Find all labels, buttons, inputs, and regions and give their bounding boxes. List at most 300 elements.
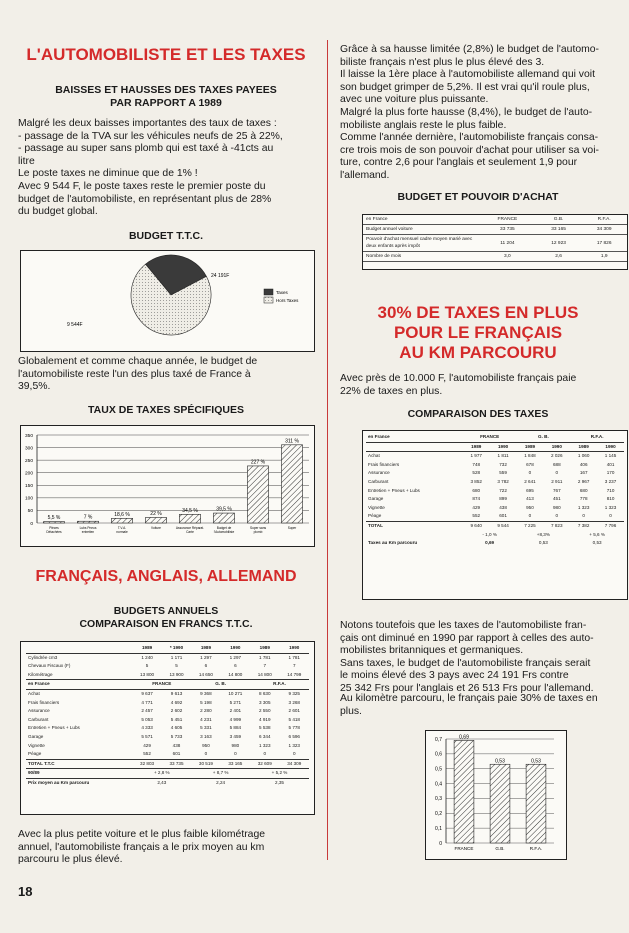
taxes-km-row-cell-3: 0,53 [592,540,602,546]
taux-category-label-7: Super [287,526,297,530]
budget-row-4-cell-6: 5 778 [288,725,300,731]
taxes-row-4-cell-3: 695 [526,487,534,493]
taxes-section-title-line-0: 30% DE TAXES EN PLUS [377,303,579,322]
km-category-label-0: FRANCE [454,846,474,851]
taxes-row-4-cell-2: 722 [499,487,507,493]
budget-year-header-cell-0 [26,644,132,653]
taux-data-label-5: 39,5 % [216,506,232,513]
budget-row-1-cell-3: 5 198 [200,699,212,705]
taux-category-label-5: Budget de [216,526,232,530]
right-intro-line-0: Grâce à sa hausse limitée (2,8%) le budget de l'automo- [340,44,599,55]
pie-legend-label-0: Taxes [276,290,288,295]
bpa-row-2-cell-2: 2,6 [536,252,582,262]
taxes-row-5-cell-0: Garage [368,496,384,502]
bpa-row-0-cell-2: 33 165 [536,225,582,235]
taxes-row-1-cell-4: 688 [552,461,561,467]
budget-row-2-cell-2: 2 602 [170,708,183,714]
budget-total-row-cell-0: TOTAL T.T.C [28,760,55,766]
km-bar-2 [526,764,546,843]
bpa-header-cell-1: FRANCE [479,215,536,225]
taxes-row-7-cell-6: 0 [597,512,624,521]
budget-change-row [26,769,309,779]
budget-row-0 [26,689,309,698]
taxes-total-row [366,521,624,530]
budget-row-5 [26,733,309,742]
budget-top-row-2 [26,671,309,680]
taxes-row-4-cell-6: 710 [606,487,615,493]
budget-top-row-1-cell-5: 7 [263,663,267,669]
taxes-row-7-cell-3: 0 [517,512,544,521]
subtitle-line-1: BAISSES ET HAUSSES DES TAXES PAYEES [55,84,277,96]
taxes-row-6-cell-6: 1 323 [604,504,617,510]
budget-row-0-cell-5: 8 630 [259,690,271,696]
comparaison-title: COMPARAISON DES TAXES [407,408,549,420]
taux-category-label-4-b: Carte [186,530,194,534]
budget-change-row-cell-1: + 2,8 % [132,769,191,779]
bpa-row-0-cell-0: Budget annuel voiture [363,225,479,235]
taxes-row-3-cell-4: 2 911 [551,478,563,484]
budget-country-header [26,680,309,690]
taux-bar-4 [179,514,200,523]
taxes-row-7-cell-5: 0 [570,512,597,521]
taxes-table-box [362,430,628,600]
taux-category-label-6: Super sans [249,526,267,530]
notons-line-3: Sans taxes, le budget de l'automobiliste français serait [340,657,591,669]
budget-row-1-cell-4: 5 271 [229,699,242,705]
bpa-row-2-cell-1: 3,0 [479,252,536,262]
budget-row-0-cell-6: 9 325 [288,690,300,696]
budget-row-5-cell-0: Garage [28,733,44,739]
taxes-row-1-cell-1: 748 [472,461,481,467]
budget-row-3-cell-2: 5 451 [170,716,183,722]
notons-line-0: Notons toutefois que les taxes de l'automobiliste fran- [340,620,587,631]
budget-row-3-cell-5: 4 919 [259,716,271,722]
taxes-row-3-cell-1: 3 852 [470,478,482,484]
budget-row-4-cell-4: 5 884 [229,725,242,731]
budget-ttc-title: BUDGET T.T.C. [128,230,204,242]
budget-row-1-cell-0: Frais financiers [28,699,60,705]
right-intro-line-7: Comme l'année dernière, l'automobiliste français consa- [340,132,599,144]
page-number: 18 [18,884,33,899]
budget-row-3 [26,716,309,725]
taxes-row-4-cell-5: 680 [579,487,588,493]
taxes-row-4-cell-4: 767 [552,487,561,493]
pie-legend-label-1: Hors Taxes [276,298,299,303]
intro-paragraph [18,118,318,219]
taxes-year-header-cell-4: 1990 [543,442,570,452]
taxes-row-7 [366,512,624,521]
budget-row-2-cell-3: 2 280 [200,708,212,714]
bpa-row-1-cell-2: 12 923 [536,235,582,252]
budget-row-3-cell-1: 5 053 [141,716,153,722]
budget-total-row [26,759,309,769]
budget-row-2-cell-0: Assurance [28,708,50,714]
taxes-row-3-cell-6: 3 237 [604,478,617,484]
budget-country-header-cell-3: R.F.A. [250,680,309,690]
global-line-0: Globalement et comme chaque année, le budget de [18,356,258,367]
taxes-row-4-cell-1: 680 [472,487,481,493]
taxes-row-2-cell-0: Assurance [368,470,390,476]
bpa-row-1-cell-3: 17 826 [581,235,627,252]
taxes-row-0-cell-1: 1 977 [470,453,482,459]
taxes-row-5-cell-2: 899 [499,496,507,502]
intro-line-2: - passage au super sans plomb qui est taxé à -41cts au [18,143,274,155]
taxes-row-6-cell-4: 980 [552,504,561,510]
taxes-row-1 [366,461,624,470]
km-ytick-label: 0,2 [435,811,442,818]
bar-chart-box [20,425,315,547]
budget-change-row-cell-3: + 5,2 % [250,769,309,779]
intro-line-1: - passage de la TVA sur les véhicules neufs de 25 à 22%, [18,130,283,142]
subtitle [18,84,314,110]
taxes-row-1-cell-6: 401 [606,461,615,467]
right-intro-line-5: Malgré la plus forte hausse (8,4%), le budget de l'auto- [340,106,593,118]
budget-top-row-1-cell-0: Chevaux Fiscaux (F) [28,663,71,669]
km-ytick-label: 0,6 [435,751,442,758]
taxes-row-0-cell-3: 1 848 [524,453,536,459]
budget-row-6-cell-1: 429 [143,742,151,748]
budget-prix-row-cell-3: 2,35 [250,778,309,787]
taux-bar-0 [43,522,64,523]
budget-year-header-cell-1: 1989 [132,644,161,653]
budget-prix-row [26,778,309,787]
budget-country-header-cell-1: FRANCE [132,680,191,690]
taxes-line-1: 22% de taxes en plus. [340,385,443,397]
global-line-1: l'automobiliste reste l'un des plus taxé de France à [18,368,251,380]
taxes-change-row-cell-2: +8,3% [536,531,550,537]
budget-top-row-0-cell-5: 1 781 [259,654,271,660]
bpa-table [363,215,627,262]
budget-total-row-cell-4: 33 165 [228,760,243,766]
taxes-section-title-line-1: POUR LE FRANÇAIS [393,323,563,342]
taxes-row-2-cell-4: 0 [555,470,559,476]
intro-line-4: Le poste taxes ne diminue que de 1% ! [18,168,198,180]
bpa-row-2-cell-0: Nombre de mois [363,252,479,262]
budget-total-row-cell-2: 33 735 [169,760,184,766]
budget-year-header [26,644,309,653]
bpa-row-0-cell-1: 33 735 [479,225,536,235]
global-paragraph [18,356,318,394]
taxes-row-4 [366,487,624,496]
column-divider [327,40,328,860]
taux-ytick-label: 0 [30,521,33,527]
budget-row-3-cell-6: 5 418 [288,716,300,722]
budget-row-5-cell-2: 5 733 [170,733,183,739]
taxes-row-0-cell-2: 1 811 [497,453,509,459]
closing-line-0: Avec la plus petite voiture et le plus faible kilométrage [18,829,266,840]
budget-row-5-cell-4: 3 459 [229,733,242,739]
taxes-paragraph [340,373,629,398]
budget-row-2-cell-1: 2 457 [141,708,153,714]
notons-line-4: le moins élevé des 3 pays avec 24 191 Frs contre [340,670,569,682]
budget-top-row-0 [26,653,309,662]
taux-ytick-label: 200 [24,471,33,477]
taxes-row-5-cell-6: 810 [606,496,615,502]
taxes-total-row-cell-6: 7 796 [604,522,617,528]
km-data-label-0: 0,69 [459,734,469,741]
taxes-country-header-cell-0: en France [366,433,463,442]
taxes-row-5-cell-1: 874 [472,496,481,502]
taxes-km-row-cell-1: 0,69 [485,540,495,546]
budget-top-row-2-cell-4: 14 800 [221,671,250,680]
km-bar-0 [454,740,474,843]
taxes-row-0 [366,452,624,461]
taxes-row-2-cell-5: 167 [579,470,588,476]
taxes-line-0: Avec près de 10.000 F, l'automobiliste français paie [340,373,577,384]
budget-top-row-1-cell-2: 5 [175,663,178,669]
taxes-row-2-cell-6: 170 [606,470,615,476]
budget-top-row-2-cell-5: 14 800 [250,671,279,680]
taxes-row-5 [366,495,624,504]
taux-category-label-1-b: entretien [81,530,95,534]
taux-title: TAUX DE TAXES SPÉCIFIQUES [88,404,244,416]
budgets-title [18,605,314,631]
budget-row-7 [26,750,309,759]
taxes-table [366,433,624,548]
budget-year-header-cell-4: 1990 [221,644,250,653]
taux-bar-2 [111,518,132,523]
bpa-header [363,215,627,225]
taxes-row-2-cell-1: 528 [472,470,481,476]
taxes-row-6-cell-2: 438 [499,504,507,510]
taux-bar-1 [77,521,98,523]
taux-bar-5 [213,513,234,523]
bpa-title: BUDGET ET POUVOIR D'ACHAT [397,191,559,203]
taxes-year-header-cell-6: 1990 [597,442,624,452]
taxes-year-header-cell-1: 1989 [463,442,490,452]
taxes-row-1-cell-3: 678 [526,461,534,467]
budget-row-6 [26,742,309,751]
taux-category-label-0-b: Détachées [46,530,62,534]
budget-row-5-cell-6: 6 596 [288,733,300,739]
bpa-row-2 [363,252,627,262]
bpa-row-0-cell-3: 34 309 [581,225,627,235]
taux-category-label-2-b: normale [116,530,128,534]
main-title: L'AUTOMOBILISTE ET LES TAXES [26,45,306,64]
budget-row-2-cell-6: 2 601 [288,708,300,714]
km-bar-chart-box [425,730,567,860]
budget-top-row-2-cell-2: 13 900 [162,671,191,680]
intro-line-6: budget de l'automobiliste, en représentant plus de 28% [18,193,272,205]
budget-row-0-cell-1: 9 637 [141,690,153,696]
taux-data-label-3: 22 % [150,510,162,517]
taxes-year-header [366,442,624,452]
budget-change-row-cell-2: + 8,7 % [191,769,250,779]
budget-top-row-1-cell-3: 6 [204,663,208,669]
taxes-country-header-cell-1: FRANCE [463,433,517,442]
budget-top-row-1 [26,662,309,671]
km-ytick-label: 0,4 [435,781,442,788]
right-intro-line-9: ture, contre 2,6 pour l'anglais et seulement 1,9 pour [340,157,578,169]
budget-row-0-cell-2: 9 613 [170,690,183,696]
budget-year-header-cell-6: 1990 [279,644,309,653]
taxes-year-header-cell-0 [366,442,463,452]
km-ytick-label: 0,1 [435,825,442,832]
notons-paragraph [340,620,629,696]
budget-top-row-0-cell-1: 1 240 [141,654,153,660]
bpa-header-cell-0: en France [363,215,479,225]
budget-row-7-cell-0: Péage [26,750,132,759]
budget-row-2-cell-4: 2 401 [229,708,242,714]
budget-row-7-cell-6: 0 [279,750,309,759]
taux-ytick-label: 100 [24,496,33,502]
bpa-row-1-cell-0: Pouvoir d'achat mensuel cadre moyen marié avec deux enfants après impôt [363,235,479,252]
taux-bar-chart [21,426,314,546]
budget-top-row-0-cell-3: 1 297 [200,654,212,660]
taxes-change-row-cell-3: + 5,6 % [589,531,605,537]
budget-year-header-cell-5: 1989 [250,644,279,653]
budget-table [26,644,309,788]
taux-ytick-label: 50 [27,509,33,515]
right-intro-line-8: cre trois mois de son pouvoir d'achat pour utiliser sa voi- [340,144,599,156]
bpa-row-2-cell-3: 1,9 [581,252,627,262]
budget-total-row-cell-6: 34 309 [287,760,302,766]
budget-row-6-cell-6: 1 323 [288,742,300,748]
taxes-row-2 [366,469,624,478]
taux-data-label-2: 18,6 % [114,511,130,518]
km-ytick-label: 0,7 [435,736,442,743]
section-title-fr-gb-de: FRANÇAIS, ANGLAIS, ALLEMAND [35,568,297,585]
budget-row-1 [26,699,309,708]
taxes-year-header-cell-3: 1989 [517,442,544,452]
taux-ytick-label: 150 [24,484,33,490]
budget-row-7-cell-4: 0 [221,750,250,759]
budget-row-6-cell-2: 438 [172,742,181,748]
taxes-row-5-cell-3: 413 [526,496,534,502]
bpa-table-box [362,214,628,270]
budget-prix-row-cell-2: 2,24 [191,778,250,787]
km-line-0: Au kilomètre parcouru, le français paie 30% de taxes en [340,693,598,704]
taux-data-label-6: 227 % [250,459,266,466]
budget-row-1-cell-1: 4 771 [141,699,153,705]
budget-row-3-cell-0: Carburant [28,716,49,722]
taxes-row-3-cell-0: Carburant [368,478,389,484]
bpa-header-cell-2: G.B. [536,215,582,225]
notons-line-2: mobilistes britanniques et germaniques. [340,645,524,657]
taxes-row-0-cell-6: 1 145 [604,453,617,459]
taux-category-label-3: Voiture [151,526,161,530]
right-intro-line-3: son budget grimper de 5,2%. Il est vrai qu'il roule plus, [340,81,590,93]
budget-row-1-cell-6: 3 268 [288,699,300,705]
taxes-row-1-cell-0: Frais financiers [368,461,400,467]
budget-top-row-1-cell-6: 7 [292,663,296,669]
taux-category-label-5-b: l'Automobiliste [213,530,235,534]
km-ytick-label: 0,5 [435,766,442,773]
intro-line-0: Malgré les deux baisses importantes des taux de taxes : [18,118,277,129]
budget-total-row-cell-1: 32 803 [140,760,155,766]
budget-row-2 [26,707,309,716]
taux-data-label-7: 311 % [285,438,299,445]
taxes-change-row-cell-1: - 1,0 % [482,531,497,537]
budget-row-4-cell-2: 4 605 [170,725,183,731]
taxes-total-row-cell-1: 9 640 [470,522,482,528]
taxes-row-7-cell-1: 552 [463,512,490,521]
taxes-row-3-cell-5: 2 967 [577,478,590,484]
right-intro-line-2: Il laisse la 1ère place à l'automobiliste allemand qui voit [340,69,595,81]
km-bar-chart [426,731,566,859]
notons-line-1: çais ont diminué en 1990 par rapport à celles des auto- [340,632,594,644]
taxes-country-header [366,433,624,442]
taux-data-label-1: 7 % [83,514,93,521]
taxes-row-3 [366,478,624,487]
global-line-2: 39,5%. [18,381,51,393]
bpa-row-1-cell-1: 11 204 [479,235,536,252]
closing-line-2: parcouru le plus élevé. [18,854,123,866]
pie-label-hors-taxes: 24 191F [211,273,230,279]
budget-row-6-cell-5: 1 323 [259,742,271,748]
closing-paragraph [18,829,318,867]
budget-change-row-cell-0: 90/89 [26,769,132,779]
km-ytick-label: 0 [439,840,442,847]
taux-bar-3 [145,517,166,523]
taxes-total-row-cell-4: 7 823 [551,522,563,528]
taux-data-label-0: 5,5 % [47,515,61,522]
taxes-year-header-cell-5: 1989 [570,442,597,452]
taxes-row-6-cell-3: 950 [526,504,534,510]
bpa-header-cell-3: R.F.A. [581,215,627,225]
budget-top-row-2-cell-6: 14 799 [279,671,309,680]
budget-row-0-cell-3: 9 368 [200,690,212,696]
pie-legend-swatch-0 [264,289,273,295]
km-data-label-2: 0,53 [531,758,541,765]
right-intro-line-1: biliste français n'est plus le plus élevé des 3. [340,56,545,68]
taxes-row-4-cell-0: Entretien + Pneus + Lubs [368,487,420,493]
taxes-row-1-cell-2: 732 [499,461,507,467]
budget-top-row-0-cell-6: 1 781 [288,654,300,660]
pie-label-taxes: 9 544F [67,322,83,328]
taux-category-label-1: Lubs Pneus [79,526,97,530]
budget-top-row-1-cell-4: 6 [234,663,237,669]
budgets-title-line-1: BUDGETS ANNUELS [113,605,219,617]
taxes-row-3-cell-3: 2 641 [524,478,536,484]
taux-bar-6 [247,466,268,523]
budget-top-row-0-cell-0: Cylindrée cm3 [28,654,58,660]
taxes-row-0-cell-4: 2 026 [551,453,563,459]
taxes-country-header-cell-2: G. B. [517,433,571,442]
taux-category-label-4: Assurance Réparat. [175,526,205,530]
taxes-row-1-cell-5: 406 [579,461,588,467]
budget-row-7-cell-1: 552 [132,750,161,759]
budget-top-row-0-cell-2: 1 171 [170,654,183,660]
taxes-row-6-cell-0: Vignette [368,504,385,510]
right-intro-line-10: l'allemand. [340,169,390,181]
km-category-label-2: R.F.A. [529,846,543,851]
taxes-country-header-cell-3: R.F.A. [570,433,624,442]
budget-row-6-cell-3: 950 [202,742,210,748]
budget-top-row-0-cell-4: 1 297 [229,654,242,660]
budget-top-row-2-cell-3: 14 650 [191,671,220,680]
budget-row-7-cell-2: 601 [162,750,191,759]
right-intro-paragraph [340,44,629,183]
budget-country-header-cell-2: G. B. [191,680,250,690]
intro-line-5: Avec 9 544 F, le poste taxes reste le premier poste du [18,180,266,192]
taxes-km-row [366,539,624,548]
taxes-row-7-cell-4: 0 [543,512,570,521]
notons-line-5: 25 342 Frs pour l'anglais et 26 513 Frs pour l'allemand. [340,682,594,694]
taxes-row-2-cell-3: 0 [528,470,532,476]
taxes-total-row-cell-2: 9 544 [497,522,509,528]
subtitle-line-2: PAR RAPPORT A 1989 [110,97,222,109]
budget-year-header-cell-3: 1989 [191,644,220,653]
budget-row-6-cell-4: 980 [231,742,240,748]
taxes-row-5-cell-4: 451 [552,496,561,502]
budget-row-3-cell-4: 4 999 [229,716,242,722]
taxes-change-row [366,531,624,540]
taxes-total-row-cell-5: 7 382 [577,522,590,528]
km-category-label-1: G.B. [495,846,505,851]
pie-chart [21,251,314,351]
taxes-row-6-cell-1: 429 [472,504,481,510]
